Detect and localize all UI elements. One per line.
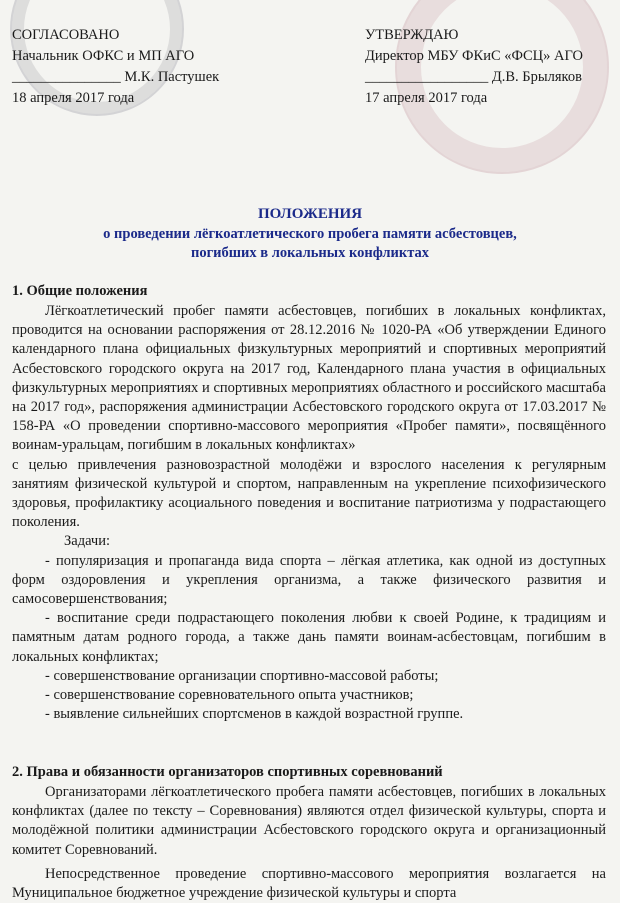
approval-right-date: 17 апреля 2017 года: [365, 90, 488, 106]
section1-body: [12, 302, 606, 724]
section1-para1: Лёгкоатлетический пробег памяти асбестовцев, погибших в локальных конфликтах, проводится на основании распоряжения от 28.12.2016 № 1020-РА «Об утверждении Единого календарного плана официальных физкультурных мероприятий и спортивных мероприятий Асбестовского городского округа на 2017 год, Календарного плана участия в официальных физкультурных мероприятиях и спортивных мероприятиях областного и российского масштаба на 2017 год», распоряжения администрации Асбестовского городского округа от 17.03.2017 № 158-РА «О проведении спортивно-массового мероприятия «Пробег памяти», посвящённого воинам-уральцам, погибшим в локальных конфликтах»: [12, 303, 606, 454]
task-item: - совершенствование организации спортивно-массовой работы;: [45, 667, 439, 684]
approval-left-position: Начальник ОФКС и МП АГО: [12, 48, 195, 64]
task-item: - популяризация и пропаганда вида спорта – лёгкая атлетика, как одной из доступных форм оздоровления и укрепления организма, а также физического развития и самосовершенствования;: [12, 552, 606, 608]
section2-heading: 2. Права и обязанности организаторов спортивных соревнований: [12, 764, 443, 780]
title-line-2: погибших в локальных конфликтах: [190, 245, 430, 261]
title-main: ПОЛОЖЕНИЯ: [257, 206, 363, 222]
task-item: - воспитание среди подрастающего поколения любви к своей Родине, к традициям и памятным датам родного города, а также дань памяти воинам-асбестовцам, погибшим в локальных конфликтах;: [12, 610, 606, 665]
approval-left-heading: СОГЛАСОВАНО: [12, 27, 120, 43]
task-item: - выявление сильнейших спортсменов в каждой возрастной группе.: [45, 706, 464, 723]
title-line-1: о проведении лёгкоатлетического пробега памяти асбестовцев,: [103, 226, 517, 242]
approval-right-position: Директор МБУ ФКиС «ФСЦ» АГО: [365, 48, 583, 64]
approval-right-signature: _________________ Д.В. Брыляков: [365, 69, 582, 85]
approval-left-date: 18 апреля 2017 года: [12, 90, 135, 106]
approval-left-signature: _______________ М.К. Пастушек: [12, 69, 220, 85]
approval-right: [365, 25, 583, 109]
section2-para2: Непосредственное проведение спортивно-массового мероприятия возлагается на Муниципальное бюджетное учреждение физической культуры и спорта: [12, 865, 606, 902]
section1-para2: с целью привлечения разновозрастной молодёжи и взрослого населения к регулярным занятиям физической культурой и спортом, направленным на укрепление психофизического здоровья, профилактику асоциального поведения и воспитание патриотизма у подрастающего поколения.: [12, 456, 606, 531]
section1-heading: 1. Общие положения: [12, 283, 148, 299]
document-title: [0, 205, 620, 263]
approval-right-heading: УТВЕРЖДАЮ: [365, 27, 459, 43]
section2-body: [12, 783, 606, 903]
approval-left: [12, 25, 219, 109]
task-item: - совершенствование соревновательного опыта участников;: [45, 687, 414, 704]
section2-para1: Организаторами лёгкоатлетического пробега памяти асбестовцев, погибших в локальных конфликтах (далее по тексту – Соревнования) являются отдел физической культуры, спорта и молодёжной политики администрации Асбестовского городского округа и организационный комитет Соревнований.: [12, 784, 606, 858]
tasks-label: Задачи:: [64, 533, 111, 550]
